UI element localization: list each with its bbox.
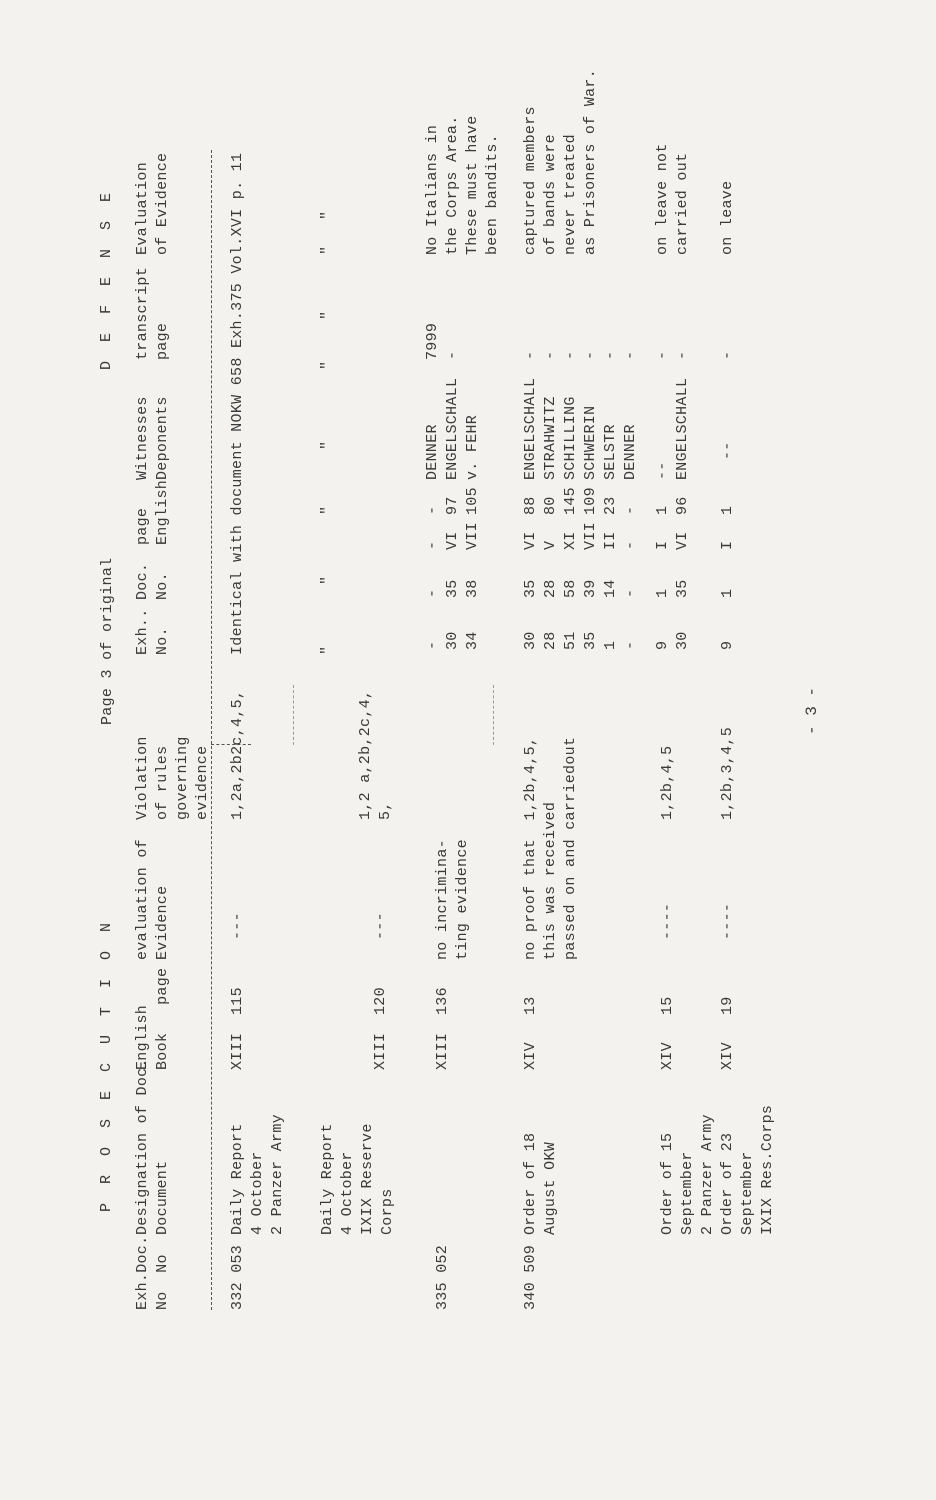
designation: Daily Report 4 October 2 Panzer Army (229, 1114, 286, 1235)
witnesses: -- (719, 441, 736, 460)
evaluation: no incrimina- ting evidence (434, 839, 471, 960)
witnesses: ENGELSCHALL STRAHWITZ SCHILLING SCHWERIN SELSTR DENNER (522, 377, 639, 480)
def-doc: 1 (719, 588, 736, 598)
violation: 1,2b,3,4,5 (719, 726, 736, 820)
def-evaluation: No Italians in the Corps Area. These must have been bandits. (424, 115, 501, 255)
def-vol: I (719, 540, 736, 550)
exh-number: 335 052 (434, 1244, 451, 1310)
violation: 1,2a,2b2c,4,5, (229, 689, 246, 820)
evaluation: no proof that 1,2b,4,5, this was received passed on and carriedout (522, 736, 579, 960)
transcript-page: - - - - - - (522, 350, 639, 360)
def-evaluation: captured members of bands were never treated as Prisoners of War. (522, 68, 599, 255)
rotated-sheet (28, 40, 908, 1460)
exh-number: 340 509 (522, 1244, 539, 1310)
evaluation: --- (372, 912, 389, 940)
col-evaluation: evaluation of Evidence (134, 839, 171, 960)
book-page: 120 (372, 987, 389, 1015)
book-volume: XIV (659, 1042, 676, 1070)
evaluation: ---- (719, 902, 736, 940)
ditto-mark: " (319, 360, 336, 370)
book-page: 15 (659, 996, 676, 1015)
col-english-book: English Book page (134, 967, 171, 1070)
def-evaluation: on leave (719, 180, 736, 255)
def-exh: - 30 34 (424, 631, 481, 650)
transcript-page: 7999 - (424, 322, 461, 360)
def-page: 1 (719, 505, 736, 515)
defense-heading: D E F E N S E (98, 187, 115, 370)
col-violation: Violation of rules governing evidence (134, 736, 211, 820)
book-volume: XIII (372, 1032, 389, 1070)
def-exh: 30 28 51 35 1 - (522, 631, 639, 650)
def-exh: 9 30 (654, 631, 691, 650)
page-number: - 3 - (803, 686, 821, 735)
designation: Daily Report 4 October IXIX Reserve Corps (319, 1123, 396, 1235)
book-page: 115 (229, 987, 246, 1015)
col-def-doc: Doc. No. (134, 562, 171, 600)
col-witnesses: Witnesses Deponents (134, 396, 171, 480)
witnesses: DENNER ENGELSCHALL v. FEHR (424, 377, 481, 480)
designation: Order of 15 September 2 Panzer Army (659, 1114, 716, 1235)
book-volume: XIII (434, 1032, 451, 1070)
def-page: 1 96 (654, 496, 691, 515)
col-designation: Designation of Doc. Document (134, 1058, 171, 1235)
exh-number: 332 053 (229, 1244, 246, 1310)
designation: Order of 23 September IXIX Res.Corps (719, 1104, 776, 1235)
def-doc: 1 35 (654, 579, 691, 598)
col-def-evaluation: Evaluation of Evidence (134, 152, 171, 255)
ditto-mark: " (319, 310, 336, 320)
ditto-mark: " (319, 210, 336, 220)
def-doc: - 35 38 (424, 579, 481, 598)
transcript-page: - - (654, 350, 691, 360)
book-volume: XIV (719, 1042, 736, 1070)
section-divider (293, 685, 294, 745)
transcript-page: - (719, 350, 736, 360)
ditto-mark: " (319, 645, 336, 655)
def-evaluation: on leave not carried out (654, 143, 691, 255)
def-doc: 35 28 58 39 14 - (522, 579, 639, 598)
witnesses: -- ENGELSCHALL (654, 377, 691, 480)
book-page: 13 (522, 996, 539, 1015)
defense-identical-note: Identical with document NOKW 658 Exh.375 Vol.XVI p. 11 (229, 152, 246, 655)
book-page: 136 (434, 987, 451, 1015)
ditto-mark: " (319, 505, 336, 515)
def-exh: 9 (719, 640, 736, 650)
ditto-mark: " (319, 575, 336, 585)
col-def-page: page English (134, 479, 171, 545)
evaluation: ---- (659, 902, 676, 940)
col-transcript: transcript page (134, 266, 171, 360)
book-page: 19 (719, 996, 736, 1015)
prosecution-heading: P R O S E C U T I O N (98, 917, 115, 1212)
designation: Order of 18 August OKW (522, 1132, 559, 1235)
header-rule (211, 150, 212, 1310)
ditto-mark: " (319, 245, 336, 255)
def-page: 88 80 145 109 23 - (522, 487, 639, 515)
evaluation: --- (229, 912, 246, 940)
def-page: - 97 105 (424, 487, 481, 515)
book-volume: XIV (522, 1042, 539, 1070)
section-divider (493, 685, 494, 745)
def-vol: I VI (654, 531, 691, 550)
col-exh-doc: Exh.Doc. No No (134, 1235, 171, 1310)
def-vol: - VI VII (424, 522, 481, 550)
col-def-exh: Exh.. No. (134, 608, 171, 655)
page-of-original: Page 3 of original (99, 557, 116, 725)
violation: 1,2b,4,5 (659, 745, 676, 820)
ditto-mark: " (319, 440, 336, 450)
violation: 1,2 a,2b,2c,4, 5, (357, 689, 394, 820)
def-vol: VI V XI VII II - (522, 522, 639, 550)
book-volume: XIII (229, 1032, 246, 1070)
